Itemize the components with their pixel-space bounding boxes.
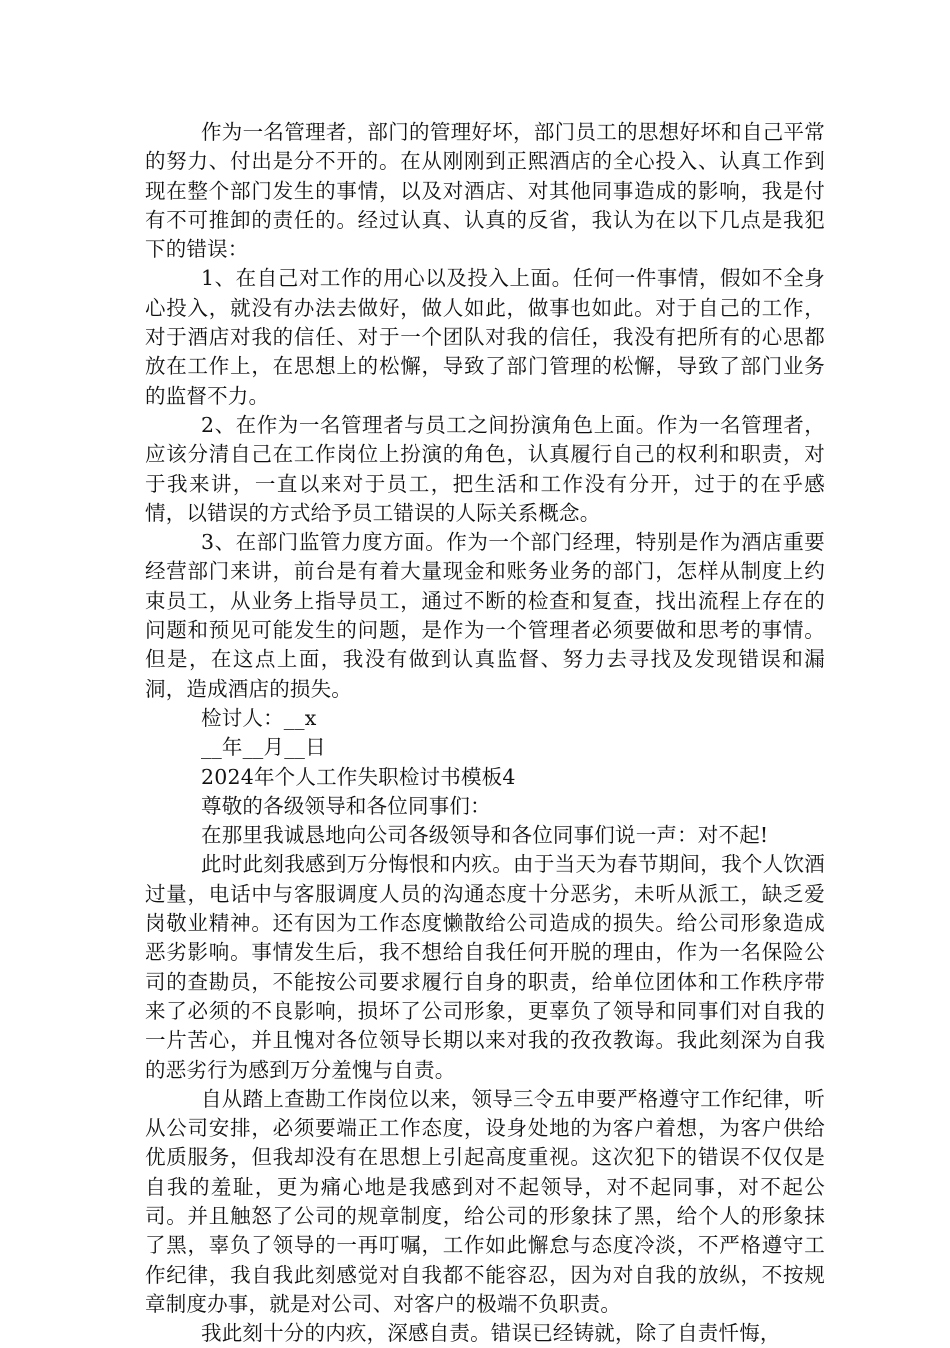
document-body (145, 118, 825, 1348)
paragraph-intro: 作为一名管理者，部门的管理好坏，部门员工的思想好坏和自己平常的努力、付出是分不开的。在从刚刚到正熙酒店的全心投入、认真工作到现在整个部门发生的事情，以及对酒店、对其他同事造成的影响，我是付有不可推卸的责任的。经过认真、认真的反省，我认为在以下几点是我犯下的错误： (145, 120, 825, 262)
paragraph-point-2: 2、在作为一名管理者与员工之间扮演角色上面。作为一名管理者，应该分清自己在工作岗位上扮演的角色，认真履行自己的权利和职责，对于我来讲，一直以来对于员工，把生活和工作没有分开，过于的在乎感情，以错误的方式给予员工错误的人际关系概念。 (145, 412, 825, 525)
paragraph-remorse: 此时此刻我感到万分悔恨和内疚。由于当天为春节期间，我个人饮酒过量，电话中与客服调度人员的沟通态度十分恶劣，未听从派工，缺乏爱岗敬业精神。还有因为工作态度懒散给公司造成的损失。给公司形象造成恶劣影响。事情发生后，我不想给自我任何开脱的理由，作为一名保险公司的查勘员，不能按公司要求履行自身的职责，给单位团体和工作秩序带来了必须的不良影响，损坏了公司形象，更辜负了领导和同事们对自我的一片苦心，并且愧对各位领导长期以来对我的孜孜教诲。我此刻深为自我的恶劣行为感到万分羞愧与自责。 (145, 852, 825, 1082)
apology-line: 在那里我诚恳地向公司各级领导和各位同事们说一声：对不起! (201, 823, 769, 848)
section-heading: 2024年个人工作失职检讨书模板4 (201, 764, 516, 789)
paragraph-point-1: 1、在自己对工作的用心以及投入上面。任何一件事情，假如不全身心投入，就没有办法去做好，做人如此，做事也如此。对于自己的工作，对于酒店对我的信任、对于一个团队对我的信任，我没有把所有的心思都放在工作上，在思想上的松懈，导致了部门管理的松懈，导致了部门业务的监督不力。 (145, 266, 825, 408)
paragraph-point-3: 3、在部门监管力度方面。作为一个部门经理，特别是作为酒店重要经营部门来讲，前台是有着大量现金和账务业务的部门，怎样从制度上约束员工，从业务上指导员工，通过不断的检查和复查，找出流程上存在的问题和预见可能发生的问题，是作为一个管理者必须要做和思考的事情。但是，在这点上面，我没有做到认真监督、努力去寻找及发现错误和漏洞，造成酒店的损失。 (145, 530, 825, 701)
paragraph-discipline: 自从踏上查勘工作岗位以来，领导三令五申要严格遵守工作纪律，听从公司安排，必须要端正工作态度，设身处地的为客户着想，为客户供给优质服务，但我却没有在思想上引起高度重视。这次犯下的错误不仅仅是自我的羞耻，更为痛心地是我感到对不起领导，对不起同事，对不起公司。并且触怒了公司的规章制度，给公司的形象抹了黑，给个人的形象抹了黑，辜负了领导的一再叮嘱，工作如此懈怠与态度冷淡，不严格遵守工作纪律，我自我此刻感觉对自我都不能容忍，因为对自我的放纵，不按规章制度办事，就是对公司、对客户的极端不负职责。 (145, 1086, 825, 1316)
date-line: __年__月__日 (201, 735, 326, 760)
signer-line: 检讨人：__x (201, 705, 317, 730)
salutation: 尊敬的各级领导和各位同事们： (201, 793, 491, 818)
paragraph-closing: 我此刻十分的内疚，深感自责。错误已经铸就，除了自责忏悔， (201, 1321, 781, 1346)
